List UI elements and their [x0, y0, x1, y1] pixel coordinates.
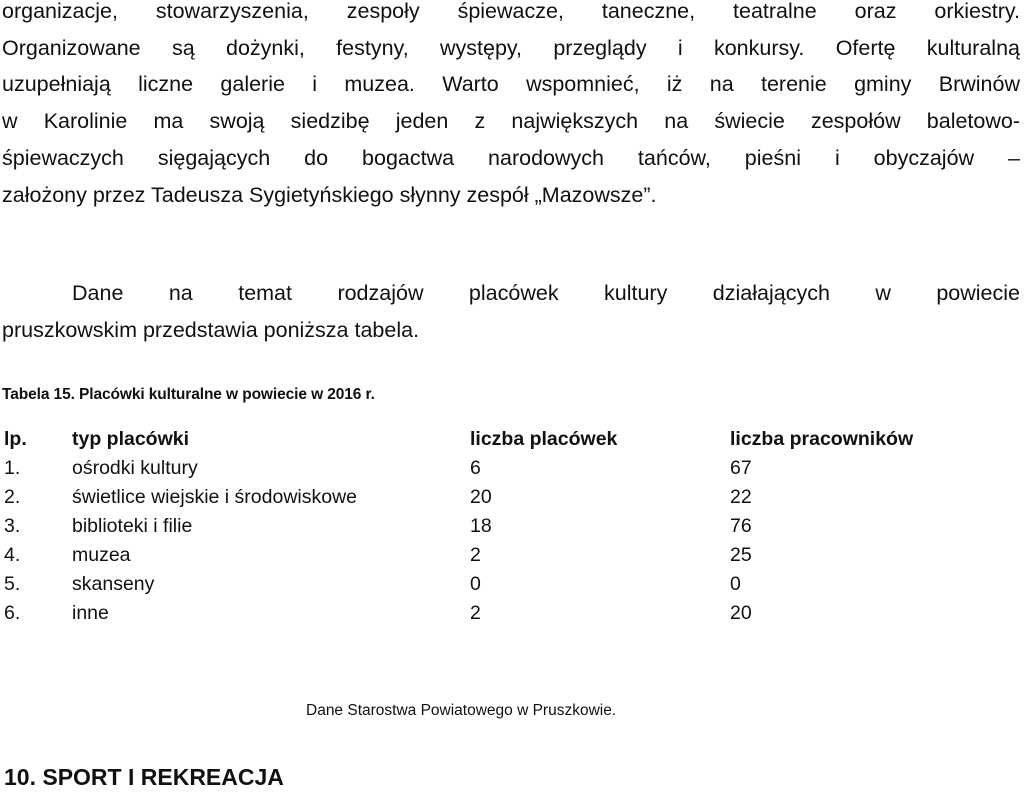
cell-pracownicy: 0 — [730, 573, 741, 595]
cell-lp: 2. — [4, 486, 21, 508]
cell-pracownicy: 76 — [730, 515, 752, 537]
section-heading: 10. SPORT I REKREACJA — [4, 764, 284, 790]
cell-pracownicy: 25 — [730, 544, 752, 566]
cell-lp: 1. — [4, 457, 21, 479]
table-row — [0, 483, 1024, 512]
table-row — [0, 512, 1024, 541]
table-row — [0, 454, 1024, 483]
cell-lp: 6. — [4, 602, 21, 624]
cell-typ: świetlice wiejskie i środowiskowe — [72, 486, 358, 508]
text-line: śpiewaczych sięgających do bogactwa narodowych tańców, pieśni i obyczajów – — [2, 145, 1020, 170]
cell-placowki: 6 — [470, 457, 481, 479]
cell-placowki: 2 — [470, 544, 481, 566]
cell-pracownicy: 20 — [730, 602, 752, 624]
header-liczba-pracownikow: liczba pracowników — [730, 427, 914, 450]
cell-lp: 3. — [4, 515, 21, 537]
header-lp: lp. — [4, 427, 27, 450]
table-row — [0, 541, 1024, 570]
text-line: uzupełniają liczne galerie i muzea. Warto wspomnieć, iż na terenie gminy Brwinów — [2, 72, 1020, 97]
table-header-row — [0, 424, 1024, 454]
cell-typ: muzea — [72, 544, 131, 566]
paragraph-table-intro — [2, 275, 1020, 348]
cell-lp: 5. — [4, 573, 21, 595]
text-line: pruszkowskim przedstawia poniższa tabela. — [2, 317, 420, 342]
cell-placowki: 18 — [470, 515, 492, 537]
text-line: organizacje, stowarzyszenia, zespoły śpiewacze, taneczne, teatralne oraz orkiestry. — [2, 0, 1020, 23]
table-row — [0, 570, 1024, 599]
cell-pracownicy: 67 — [730, 457, 752, 479]
cell-placowki: 20 — [470, 486, 492, 508]
table-caption: Tabela 15. Placówki kulturalne w powiecie w 2016 r. — [2, 386, 375, 403]
cell-typ: ośrodki kultury — [72, 457, 198, 479]
text-line: Dane na temat rodzajów placówek kultury działających w powiecie — [72, 281, 1020, 305]
cell-typ: skanseny — [72, 573, 155, 595]
header-liczba-placowek: liczba placówek — [470, 427, 618, 450]
culture-facilities-table — [0, 424, 1024, 628]
cell-typ: biblioteki i filie — [72, 515, 193, 537]
cell-typ: inne — [72, 602, 109, 624]
cell-placowki: 2 — [470, 602, 481, 624]
table-row — [0, 599, 1024, 628]
text-line: założony przez Tadeusza Sygietyńskiego słynny zespół „Mazowsze”. — [2, 182, 657, 207]
cell-lp: 4. — [4, 544, 21, 566]
table-source-note: Dane Starostwa Powiatowego w Pruszkowie. — [306, 702, 617, 719]
cell-pracownicy: 22 — [730, 486, 752, 508]
text-line: w Karolinie ma swoją siedzibę jeden z największych na świecie zespołów baletowo- — [2, 109, 1020, 134]
paragraph-culture — [2, 0, 1020, 213]
text-line: Organizowane są dożynki, festyny, występy, przeglądy i konkursy. Ofertę kulturalną — [2, 35, 1020, 60]
cell-placowki: 0 — [470, 573, 481, 595]
header-typ: typ placówki — [72, 427, 190, 450]
